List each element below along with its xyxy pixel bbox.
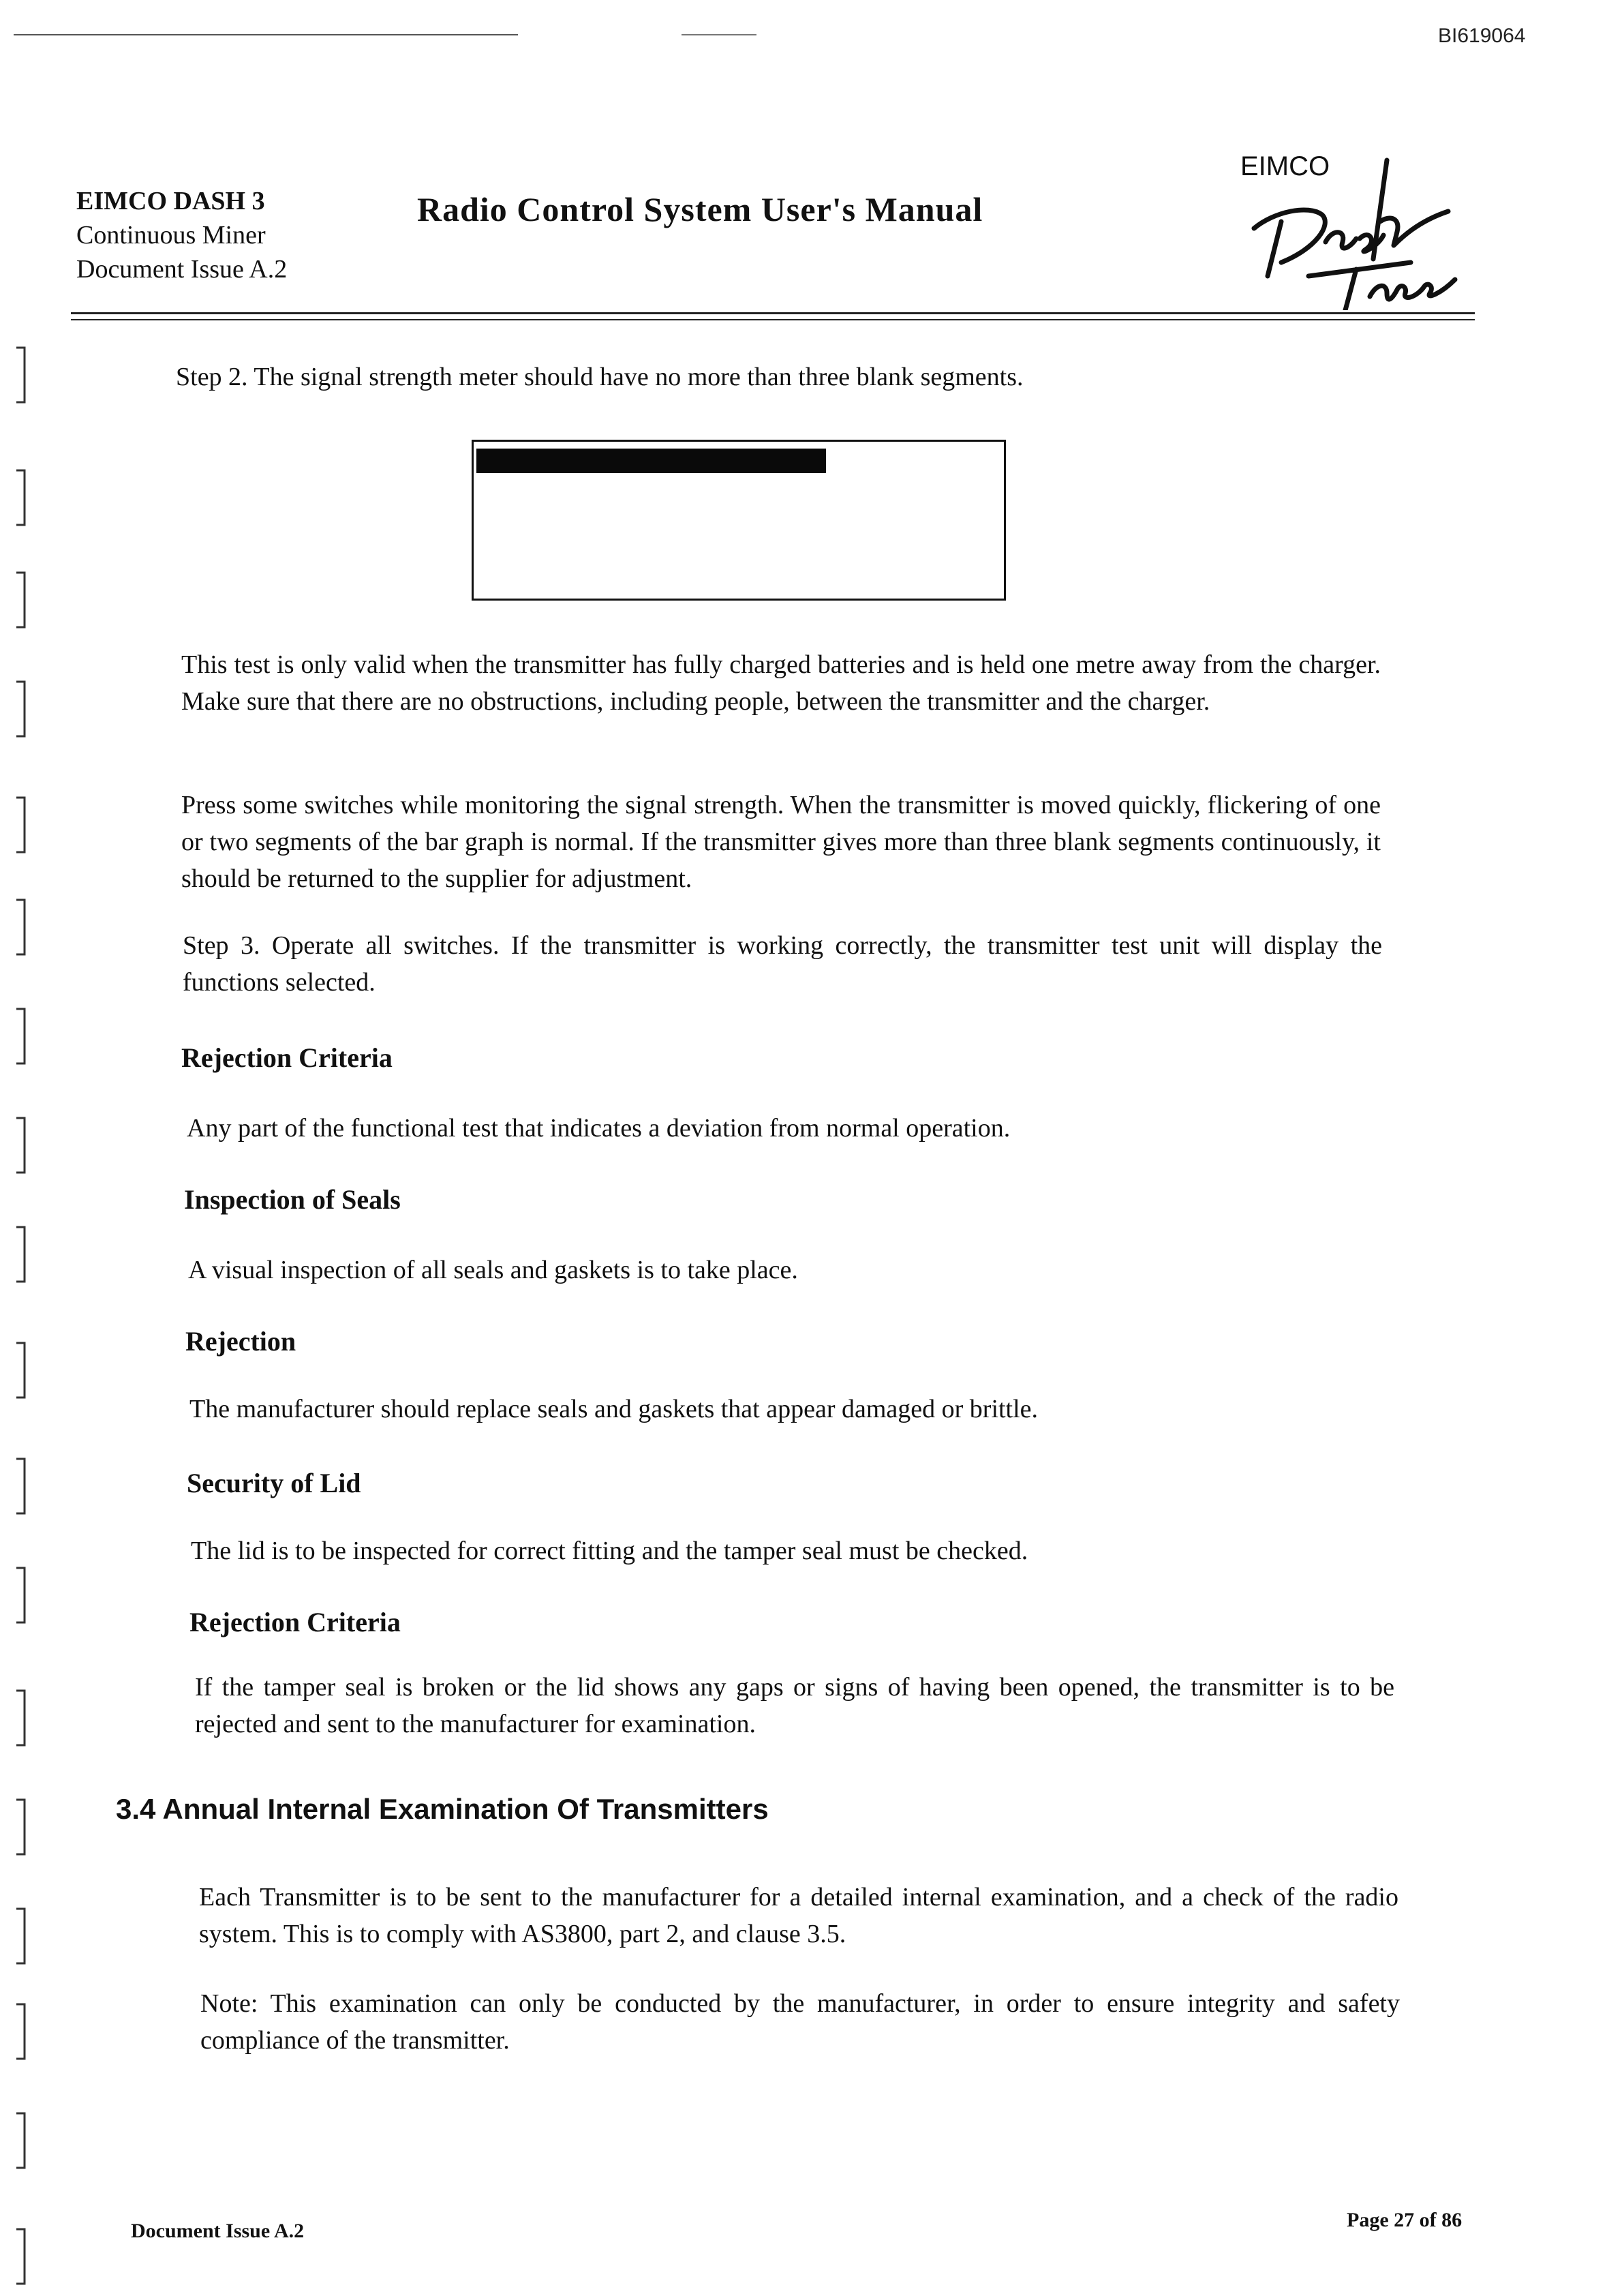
section-3-4-heading: 3.4 Annual Internal Examination Of Transmitters [116,1793,769,1825]
logo-word: EIMCO [1240,151,1330,181]
annual-examination-text: Each Transmitter is to be sent to the manufacturer for a detailed internal examination, and a check of the radio system. This is to comply with AS3800, part 2, and clause 3.5. [199,1883,1398,1948]
document-issue: Document Issue A.2 [76,255,288,284]
top-rule-short [682,34,756,35]
inspection-seals-text: A visual inspection of all seals and gaskets is to take place. [188,1256,798,1284]
rejection-criteria-heading-2: Rejection Criteria [189,1607,401,1637]
step-2: Step 2. The signal strength meter should have no more than three blank segments. [176,363,1024,391]
rejection-criteria-heading-1: Rejection Criteria [181,1042,393,1073]
header-left [76,184,287,286]
dash-three-logo-icon [1213,147,1486,310]
step-3: Step 3. Operate all switches. If the transmitter is working correctly, the transmitter test unit will display the functions selected. [183,931,1382,997]
document-id: BI619064 [1438,25,1526,47]
product-subtitle: Continuous Miner [76,221,266,250]
signal-strength-meter [472,440,1006,601]
rejection-criteria-text-1: Any part of the functional test that indicates a deviation from normal operation. [187,1114,1011,1143]
footer-page-number: Page 27 of 86 [1347,2209,1463,2231]
manual-title: Radio Control System User's Manual [417,190,983,228]
rejection-heading: Rejection [185,1326,296,1357]
rejection-criteria-text-2: If the tamper seal is broken or the lid shows any gaps or signs of having been opened, the transmitter is to be rejected and sent to the manufacturer for examination. [195,1673,1394,1738]
product-name: EIMCO DASH 3 [76,187,265,215]
validity-paragraph: This test is only valid when the transmitter has fully charged batteries and is held one metre away from the charger. Make sure that there are no obstructions, including people, between the transmitter and the charger. [181,650,1381,716]
security-lid-heading: Security of Lid [187,1468,361,1498]
security-lid-text: The lid is to be inspected for correct fitting and the tamper seal must be checked. [191,1537,1028,1565]
inspection-seals-heading: Inspection of Seals [184,1184,401,1215]
footer-issue: Document Issue A.2 [131,2220,305,2242]
header-rule-bottom [71,319,1475,320]
top-rule [14,34,518,35]
signal-strength-bar [476,449,826,473]
flicker-paragraph: Press some switches while monitoring the signal strength. When the transmitter is moved quickly, flickering of one or two segments of the bar graph is normal. If the transmitter gives more than three blank segments continuously, it should be returned to the supplier for adjustment. [181,791,1381,893]
binder-edge-marks [7,327,48,2291]
header-rule-top [71,312,1475,314]
note-text: Note: This examination can only be conducted by the manufacturer, in order to ensure integrity and safety compliance of the transmitter. [200,1989,1400,2055]
rejection-text: The manufacturer should replace seals and gaskets that appear damaged or brittle. [189,1395,1039,1423]
